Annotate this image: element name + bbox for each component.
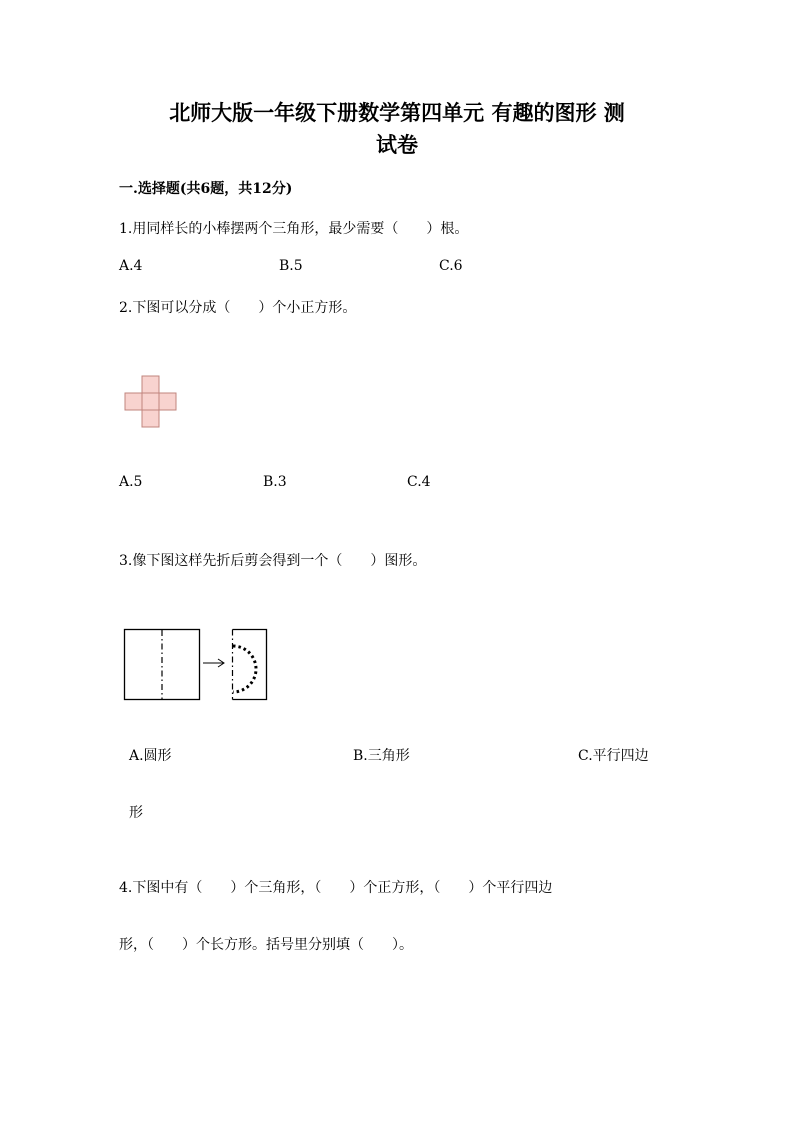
section-heading: 一.选择题(共6题，共12分): [119, 181, 293, 197]
cross-square-bottom: [142, 410, 159, 427]
question-3-text: 3.像下图这样先折后剪会得到一个（ ）图形。: [119, 553, 427, 569]
document-title-line1: 北师大版一年级下册数学第四单元 有趣的图形 测: [169, 100, 625, 125]
question-3-option-c: C.平行四边: [578, 748, 649, 764]
question-2-option-b: B.3: [263, 474, 287, 490]
question-2-option-a: A.5: [119, 474, 143, 490]
question-2-text: 2.下图可以分成（ ）个小正方形。: [119, 300, 357, 316]
question-3-option-c-wrap: 形: [129, 805, 143, 821]
document-title-line2: 试卷: [376, 132, 418, 157]
question-1-text: 1.用同样长的小棒摆两个三角形，最少需要（ ）根。: [119, 221, 469, 237]
fold-cut-figure: [120, 622, 275, 706]
cross-shape-figure: [120, 370, 184, 434]
cross-square-center: [142, 393, 159, 410]
question-4-text-line1: 4.下图中有（ ）个三角形，（ ）个正方形，（ ）个平行四边: [119, 880, 553, 896]
cut-semicircle: [233, 646, 256, 692]
folded-paper: [233, 630, 267, 700]
cross-square-top: [142, 376, 159, 393]
cross-square-right: [159, 393, 176, 410]
cross-squares: [125, 376, 176, 427]
cross-square-left: [125, 393, 142, 410]
question-3-option-a: A.圆形: [129, 748, 172, 764]
question-1-option-c: C.6: [439, 258, 463, 274]
question-1-option-b: B.5: [279, 258, 303, 274]
question-4-text-line2: 形，（ ）个长方形。括号里分别填（ ）。: [119, 937, 413, 953]
question-3-option-b: B.三角形: [353, 748, 410, 764]
question-2-option-c: C.4: [407, 474, 431, 490]
question-1-option-a: A.4: [119, 258, 143, 274]
